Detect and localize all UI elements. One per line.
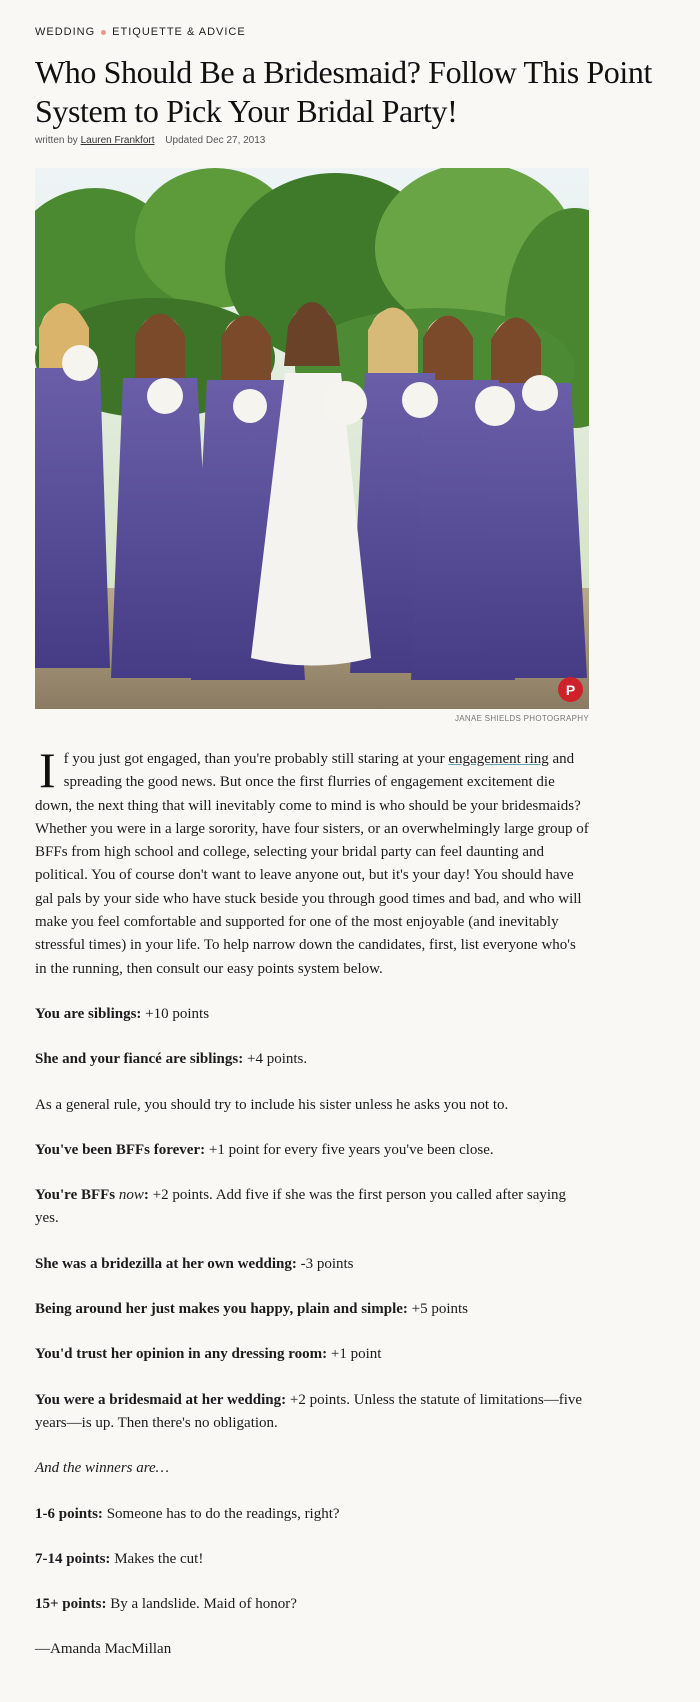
- point-item: [35, 1048, 589, 1071]
- point-item: [35, 1253, 589, 1276]
- hero-image: [35, 168, 589, 709]
- point-item: [35, 1343, 589, 1366]
- point-label: [35, 1187, 149, 1203]
- point-label-emphasis: now: [118, 1187, 144, 1204]
- engagement-ring-link[interactable]: engagement ring: [448, 751, 549, 767]
- point-text: +4 points.: [243, 1051, 308, 1068]
- intro-text-end: and spreading the good news. But once the first flurries of engagement excitement die down, the next thing that will inevitably come to mind is who should be your bridesmaids? Whether you were in a large sorority, have four sisters, or an overwhelmingly large group of BFFs from high school and college, selecting your bridal party can feel daunting and political. You of course don't want to leave anyone out, but it's your day! You should have gal pals by your side who have stuck beside you through good times and bad, and who will make you feel comfortable and supported for one of the most enjoyable (and inevitably stressful times) in your life. To help narrow down the candidates, first, list everyone who's in the running, then consult our easy points system below.: [35, 751, 589, 977]
- point-label: You've been BFFs forever:: [35, 1141, 206, 1158]
- result-text: By a landslide. Maid of honor?: [106, 1596, 297, 1613]
- result-label: 15+ points:: [35, 1596, 107, 1613]
- breadcrumb-wedding-link[interactable]: WEDDING: [35, 26, 96, 38]
- point-label: She and your fiancé are siblings:: [35, 1051, 244, 1068]
- point-text: -3 points: [296, 1255, 354, 1272]
- breadcrumb-etiquette-link[interactable]: ETIQUETTE & ADVICE: [112, 26, 246, 38]
- winners-heading-text: And the winners are…: [35, 1460, 170, 1477]
- point-text: +5 points: [407, 1301, 469, 1318]
- point-label: You are siblings:: [35, 1005, 142, 1022]
- pinterest-save-button[interactable]: P: [558, 677, 583, 702]
- point-item: [35, 1389, 589, 1436]
- byline: [35, 135, 265, 146]
- result-text: Makes the cut!: [110, 1550, 204, 1567]
- result-label: 1-6 points:: [35, 1505, 103, 1522]
- point-label: You were a bridesmaid at her wedding:: [35, 1391, 287, 1408]
- point-label-part: You're BFFs: [35, 1187, 119, 1204]
- result-item: [35, 1548, 589, 1571]
- article-title: Who Should Be a Bridesmaid? Follow This Point System to Pick Your Bridal Party!: [35, 54, 652, 129]
- point-text: +1 point for every five years you've been close.: [205, 1141, 494, 1158]
- point-label: You'd trust her opinion in any dressing room:: [35, 1346, 328, 1363]
- intro-text-start: f you just got engaged, than you're probably still staring at your: [63, 751, 449, 767]
- point-label: She was a bridezilla at her own wedding:: [35, 1255, 297, 1272]
- point-item: [35, 1184, 589, 1231]
- point-label-part: :: [143, 1187, 149, 1204]
- point-text: +10 points: [141, 1005, 210, 1022]
- byline-prefix: written by: [35, 135, 78, 146]
- article-body: [35, 742, 589, 1684]
- breadcrumb-separator-dot: [101, 30, 106, 35]
- intro-paragraph: [35, 742, 589, 981]
- breadcrumb: [35, 26, 246, 38]
- result-item: [35, 1593, 589, 1616]
- author-link[interactable]: Lauren Frankfort: [80, 135, 155, 146]
- point-text: +2 points. Add five if she was the first person you called after saying yes.: [35, 1187, 567, 1227]
- point-item: [35, 1003, 589, 1026]
- point-text: As a general rule, you should try to include his sister unless he asks you not to.: [35, 1096, 509, 1113]
- updated-date: Updated Dec 27, 2013: [165, 135, 266, 146]
- winners-heading: [35, 1457, 589, 1480]
- point-label: Being around her just makes you happy, plain and simple:: [35, 1301, 408, 1318]
- point-item: [35, 1298, 589, 1321]
- result-text: Someone has to do the readings, right?: [102, 1505, 340, 1522]
- result-item: [35, 1503, 589, 1526]
- point-text: +1 point: [327, 1346, 382, 1363]
- photo-credit: JANAE SHIELDS PHOTOGRAPHY: [454, 714, 589, 723]
- point-text: +2 points. Unless the statute of limitations—five years—is up. Then there's no obligation.: [35, 1391, 583, 1431]
- drop-cap: I: [39, 742, 56, 798]
- result-label: 7-14 points:: [35, 1550, 111, 1567]
- author-signature: —Amanda MacMillan: [35, 1641, 172, 1658]
- bridal-party-photo: [35, 168, 589, 709]
- point-item: [35, 1139, 589, 1162]
- point-note: [35, 1094, 589, 1117]
